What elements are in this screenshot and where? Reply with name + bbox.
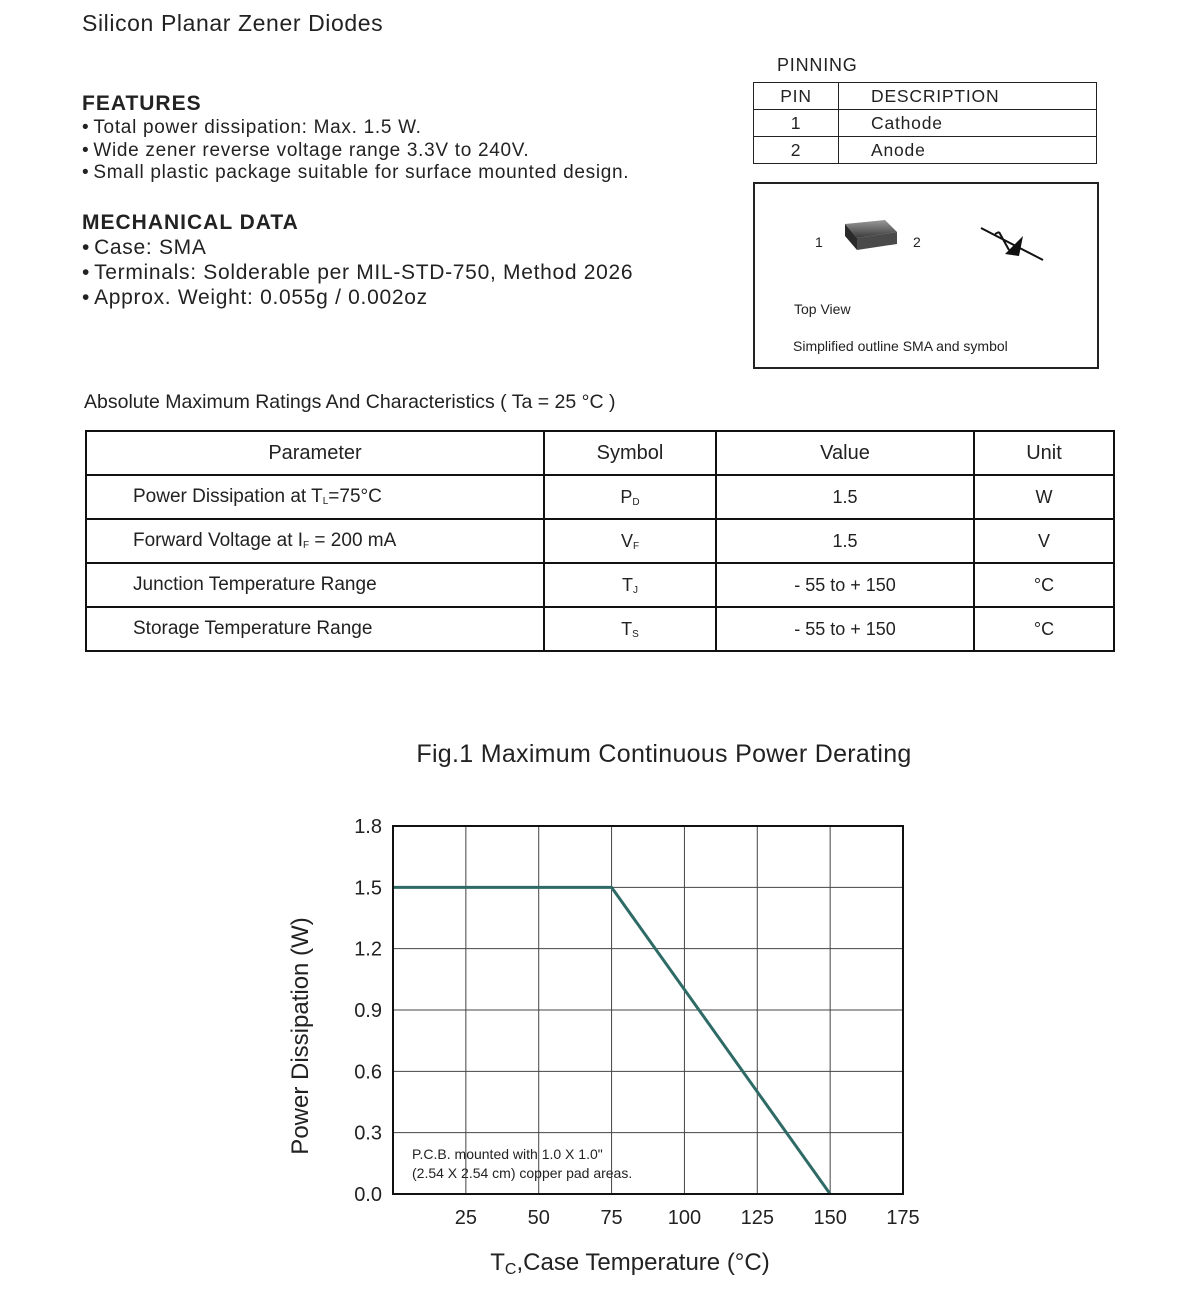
x-tick-label: 175 bbox=[886, 1207, 920, 1229]
symbol-cell: $T_J$ bbox=[544, 563, 716, 607]
value-cell: 1.5 bbox=[716, 519, 974, 563]
y-tick-label: 1.5 bbox=[354, 877, 382, 900]
chart-annotation-line: P.C.B. mounted with 1.0 X 1.0" bbox=[412, 1146, 603, 1162]
description-header: DESCRIPTION bbox=[839, 83, 1097, 110]
features-heading: FEATURES bbox=[82, 92, 202, 115]
pin1-label: 1 bbox=[815, 234, 823, 250]
x-axis-label: TC,Case Temperature (°C) bbox=[490, 1249, 770, 1278]
pinning-title: PINNING bbox=[777, 55, 858, 75]
parameter-cell: Power Dissipation at $T_L=75^\circ C$ bbox=[86, 475, 544, 519]
pin-number: 2 bbox=[754, 137, 839, 164]
x-tick-label: 50 bbox=[527, 1207, 550, 1229]
y-tick-label: 0.3 bbox=[354, 1122, 382, 1145]
parameter-cell: Storage Temperature Range bbox=[86, 607, 544, 651]
pin-header: PIN bbox=[754, 83, 839, 110]
figure-title: Fig.1 Maximum Continuous Power Derating bbox=[416, 740, 912, 768]
y-tick-label: 0.9 bbox=[354, 1000, 382, 1022]
mechanical-item: • Case: SMA bbox=[82, 235, 633, 260]
document-title: Silicon Planar Zener Diodes bbox=[82, 10, 384, 36]
x-tick-label: 100 bbox=[667, 1207, 702, 1229]
value-cell: - 55 to + 150 bbox=[716, 563, 974, 607]
parameter-cell: Junction Temperature Range bbox=[86, 563, 544, 607]
parameter-header: Parameter bbox=[86, 431, 544, 475]
parameter-cell: Forward Voltage at $I_F = 200$ mA bbox=[86, 519, 544, 563]
y-tick-label: 1.8 bbox=[354, 816, 382, 838]
value-header: Value bbox=[716, 431, 974, 475]
mechanical-item: • Terminals: Solderable per MIL-STD-750, Method 2026 bbox=[82, 260, 633, 285]
value-cell: - 55 to + 150 bbox=[716, 607, 974, 651]
y-tick-label: 1.2 bbox=[354, 938, 382, 961]
y-axis-label: Power Dissipation (W) bbox=[287, 917, 314, 1155]
x-tick-label: 25 bbox=[454, 1207, 477, 1229]
symbol-cell: $P_D$ bbox=[544, 475, 716, 519]
feature-item: • Small plastic package suitable for surface mounted design. bbox=[82, 162, 629, 185]
y-tick-label: 0.0 bbox=[354, 1184, 382, 1206]
feature-item: • Total power dissipation: Max. 1.5 W. bbox=[82, 117, 629, 140]
x-tick-label: 150 bbox=[813, 1207, 847, 1229]
unit-cell: °C bbox=[974, 607, 1114, 651]
feature-item: • Wide zener reverse voltage range 3.3V to 240V. bbox=[82, 140, 629, 163]
symbol-header: Symbol bbox=[544, 431, 716, 475]
pin-description: Cathode bbox=[839, 110, 1097, 137]
y-tick-label: 0.6 bbox=[354, 1061, 382, 1084]
outline-caption: Simplified outline SMA and symbol bbox=[793, 338, 1008, 354]
top-view-label: Top View bbox=[794, 301, 851, 317]
symbol-cell: $V_F$ bbox=[544, 519, 716, 563]
pin-description: Anode bbox=[839, 137, 1097, 164]
pin-number: 1 bbox=[754, 110, 839, 137]
value-cell: 1.5 bbox=[716, 475, 974, 519]
mechanical-heading: MECHANICAL DATA bbox=[82, 211, 299, 234]
unit-cell: W bbox=[974, 475, 1114, 519]
pin2-label: 2 bbox=[913, 234, 921, 250]
mechanical-item: • Approx. Weight: 0.055g / 0.002oz bbox=[82, 285, 633, 310]
symbol-cell: $T_S$ bbox=[544, 607, 716, 651]
unit-cell: °C bbox=[974, 563, 1114, 607]
ratings-title: Absolute Maximum Ratings And Characteristics ( Ta = 25 °C ) bbox=[84, 391, 616, 413]
x-tick-label: 75 bbox=[600, 1207, 623, 1229]
x-tick-label: 125 bbox=[740, 1207, 774, 1229]
unit-header: Unit bbox=[974, 431, 1114, 475]
unit-cell: V bbox=[974, 519, 1114, 563]
chart-annotation-line: (2.54 X 2.54 cm) copper pad areas. bbox=[412, 1165, 633, 1181]
